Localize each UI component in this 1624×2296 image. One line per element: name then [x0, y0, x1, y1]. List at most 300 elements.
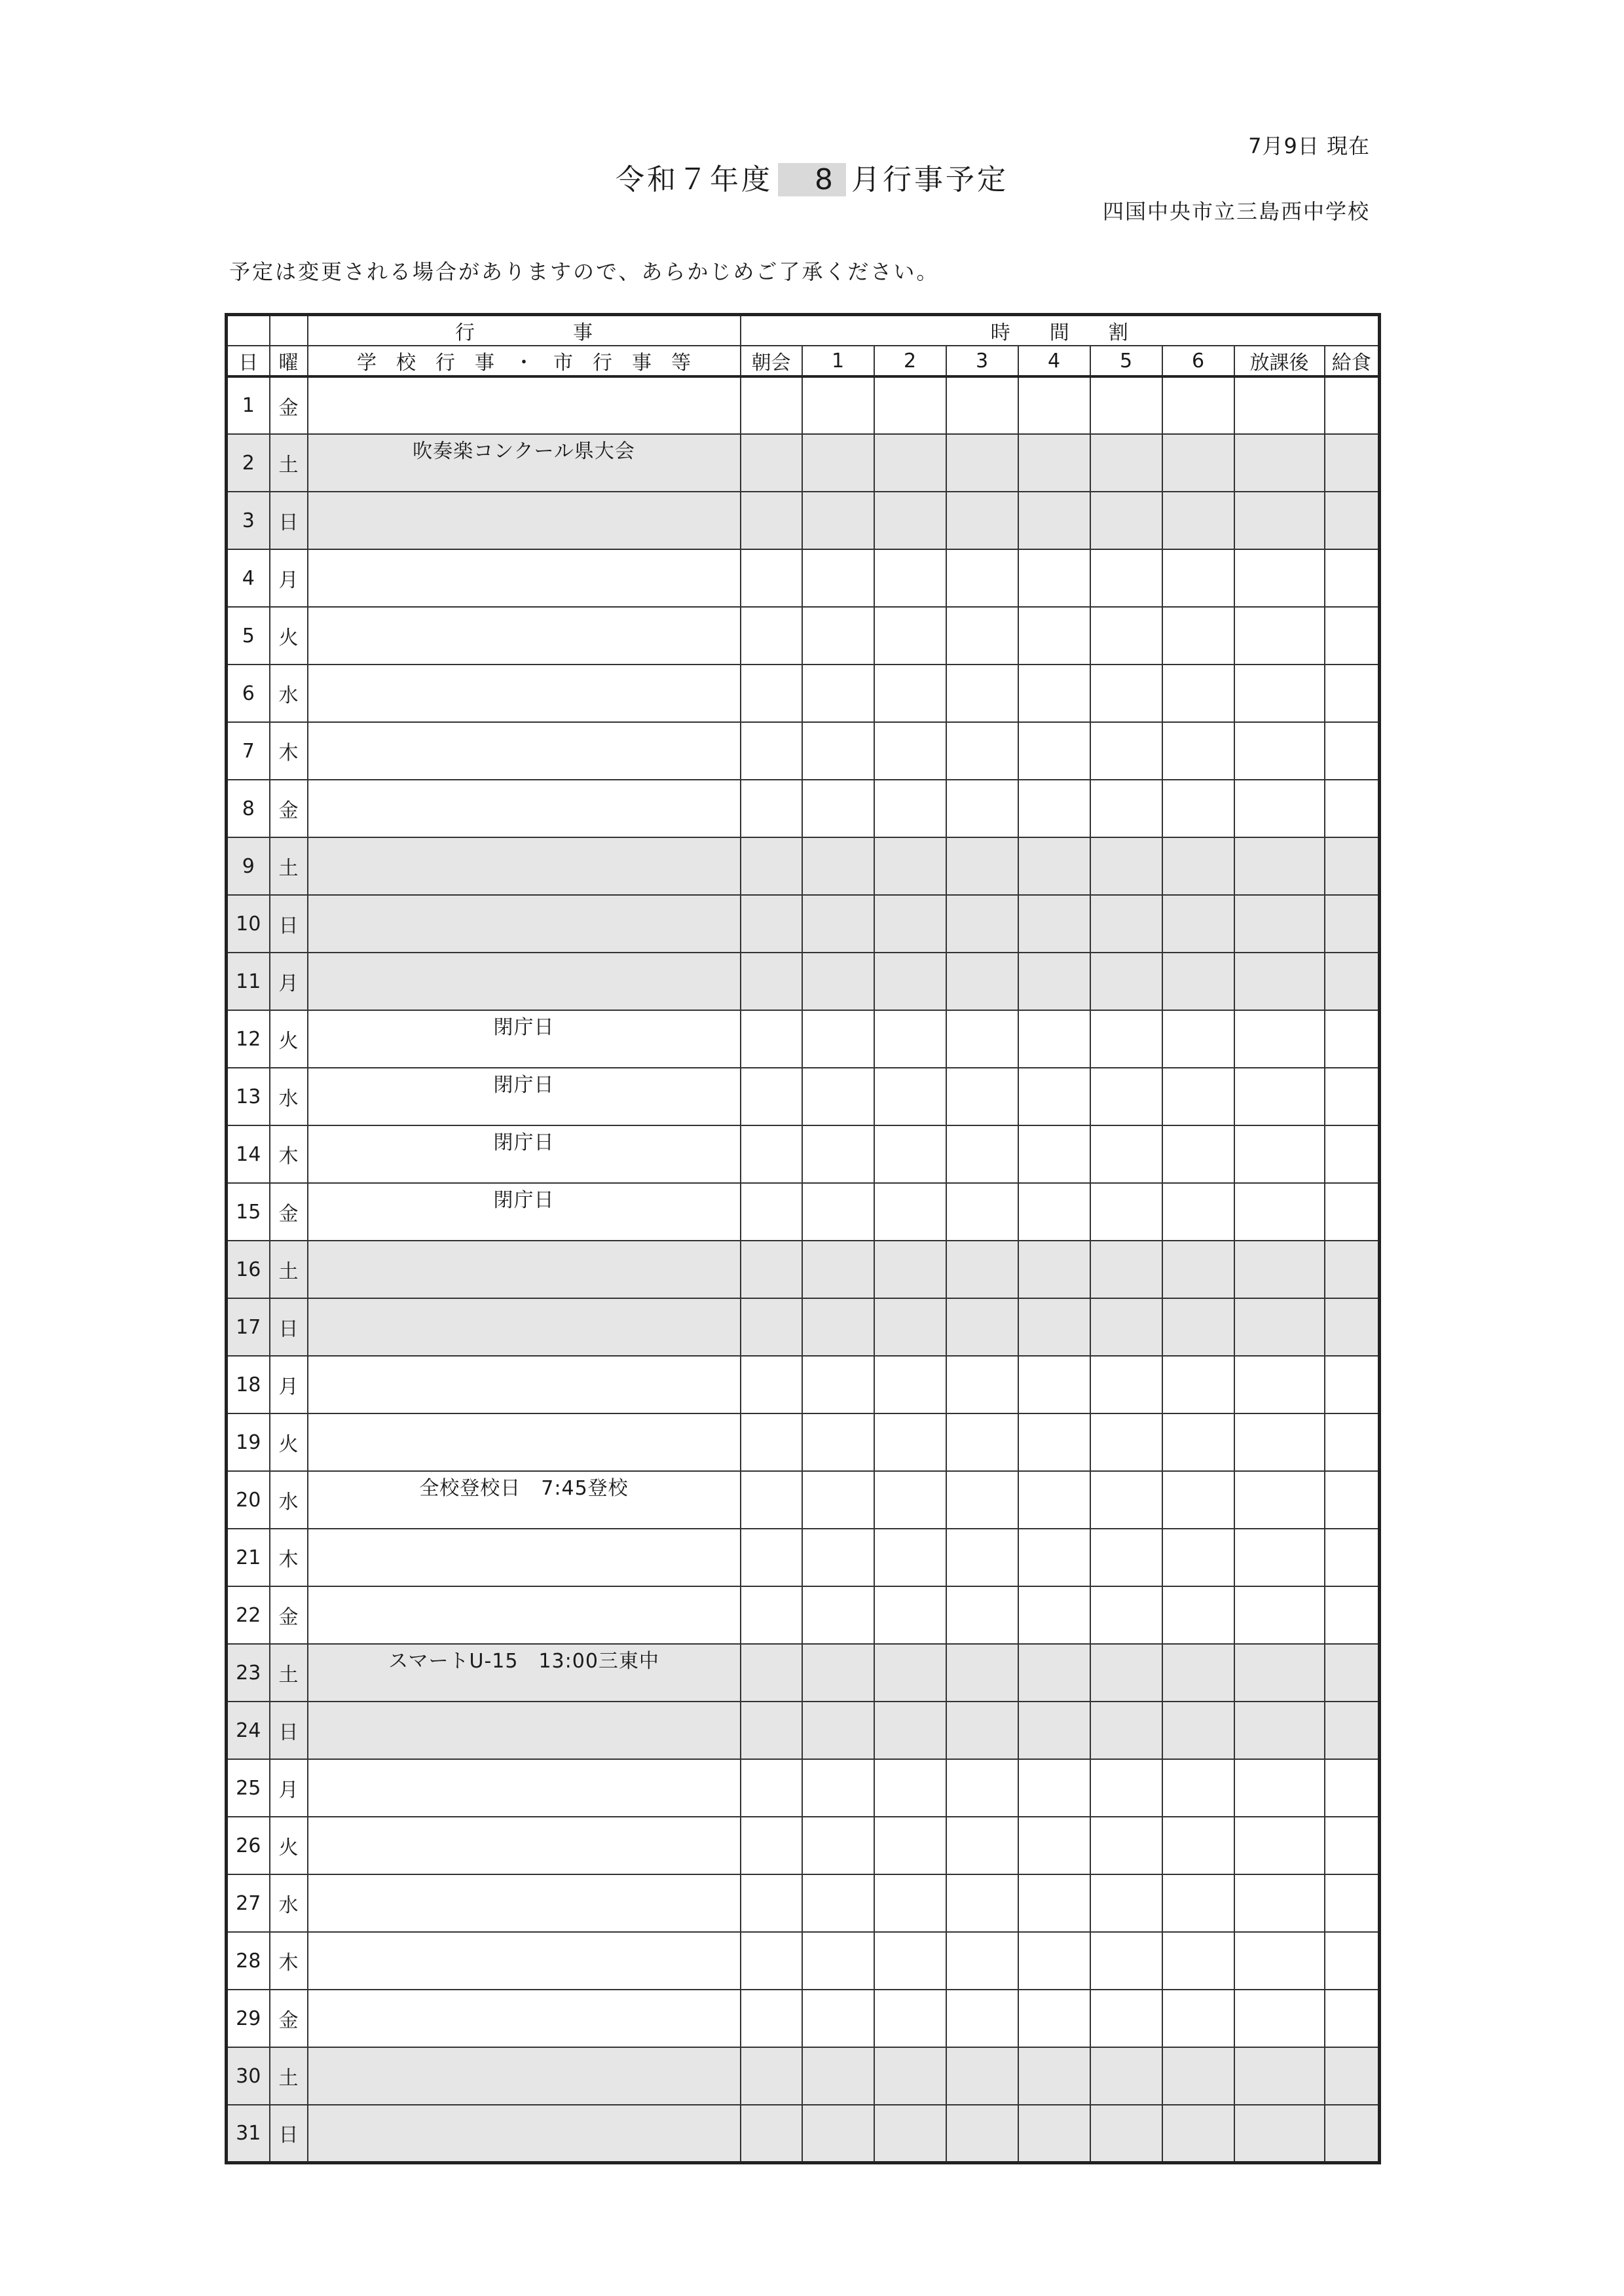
- timetable-cell: [802, 1874, 874, 1932]
- timetable-cell: [1018, 434, 1090, 492]
- timetable-cell: [802, 1817, 874, 1874]
- day-cell: 15: [227, 1183, 270, 1241]
- timetable-cell: [1090, 1010, 1162, 1068]
- timetable-cell: [802, 1644, 874, 1702]
- dow-cell: 金: [270, 1183, 308, 1241]
- timetable-cell: [946, 1644, 1018, 1702]
- timetable-cell: [1325, 1702, 1380, 1759]
- timetable-cell: [1018, 1586, 1090, 1644]
- timetable-cell: [1234, 895, 1325, 953]
- timetable-cell: [1018, 607, 1090, 665]
- event-cell: [308, 1241, 741, 1298]
- timetable-cell: [741, 434, 802, 492]
- schedule-table: [225, 313, 1381, 2164]
- timetable-cell: [874, 2047, 946, 2105]
- table-row: [227, 492, 1380, 549]
- timetable-cell: [1090, 2047, 1162, 2105]
- timetable-cell: [1162, 1874, 1234, 1932]
- timetable-cell: [1325, 837, 1380, 895]
- timetable-cell: [1162, 492, 1234, 549]
- dow-cell: 日: [270, 1702, 308, 1759]
- day-cell: 28: [227, 1932, 270, 1990]
- timetable-cell: [802, 837, 874, 895]
- timetable-cell: [1325, 1990, 1380, 2047]
- day-cell: 13: [227, 1068, 270, 1125]
- timetable-cell: [1234, 780, 1325, 837]
- dow-cell: 金: [270, 780, 308, 837]
- day-cell: 8: [227, 780, 270, 837]
- timetable-cell: [1162, 1356, 1234, 1413]
- day-cell: 21: [227, 1529, 270, 1586]
- timetable-cell: [1325, 1529, 1380, 1586]
- timetable-cell: [1090, 1702, 1162, 1759]
- day-cell: 10: [227, 895, 270, 953]
- table-row: [227, 1241, 1380, 1298]
- day-cell: 29: [227, 1990, 270, 2047]
- group-header-timetable: 時 間 割: [741, 315, 1380, 346]
- timetable-cell: [1162, 1068, 1234, 1125]
- timetable-cell: [802, 1702, 874, 1759]
- timetable-cell: [802, 1010, 874, 1068]
- day-cell: 22: [227, 1586, 270, 1644]
- timetable-cell: [802, 1990, 874, 2047]
- timetable-cell: [1018, 1356, 1090, 1413]
- timetable-cell: [1325, 1356, 1380, 1413]
- timetable-cell: [874, 1529, 946, 1586]
- timetable-cell: [741, 953, 802, 1010]
- timetable-cell: [802, 2047, 874, 2105]
- timetable-cell: [874, 953, 946, 1010]
- event-cell: [308, 2047, 741, 2105]
- dow-cell: 土: [270, 434, 308, 492]
- timetable-cell: [1234, 1759, 1325, 1817]
- timetable-cell: [1018, 953, 1090, 1010]
- table-row: [227, 1183, 1380, 1241]
- timetable-cell: [874, 1125, 946, 1183]
- table-row: [227, 953, 1380, 1010]
- timetable-cell: [741, 1298, 802, 1356]
- timetable-cell: [1162, 1241, 1234, 1298]
- timetable-cell: [1325, 895, 1380, 953]
- timetable-cell: [1090, 895, 1162, 953]
- table-row: [227, 607, 1380, 665]
- table-row: [227, 1068, 1380, 1125]
- timetable-cell: [946, 376, 1018, 434]
- timetable-cell: [1090, 1356, 1162, 1413]
- timetable-cell: [1090, 1990, 1162, 2047]
- timetable-cell: [1018, 780, 1090, 837]
- dow-cell: 水: [270, 1471, 308, 1529]
- day-cell: 1: [227, 376, 270, 434]
- timetable-cell: [874, 376, 946, 434]
- event-cell: [308, 722, 741, 780]
- timetable-cell: [946, 722, 1018, 780]
- table-row: [227, 1356, 1380, 1413]
- timetable-cell: [946, 953, 1018, 1010]
- day-cell: 16: [227, 1241, 270, 1298]
- table-row: [227, 722, 1380, 780]
- timetable-cell: [1325, 1874, 1380, 1932]
- timetable-cell: [1090, 1068, 1162, 1125]
- timetable-cell: [802, 1932, 874, 1990]
- event-cell: [308, 837, 741, 895]
- timetable-cell: [1234, 1183, 1325, 1241]
- timetable-cell: [802, 1529, 874, 1586]
- page-title: [0, 156, 1624, 198]
- timetable-cell: [874, 722, 946, 780]
- timetable-cell: [802, 1298, 874, 1356]
- timetable-cell: [946, 1125, 1018, 1183]
- event-cell: [308, 780, 741, 837]
- day-cell: 5: [227, 607, 270, 665]
- timetable-cell: [1162, 953, 1234, 1010]
- timetable-cell: [1018, 1413, 1090, 1471]
- col-header-p5: 5: [1090, 346, 1162, 376]
- col-header-p2: 2: [874, 346, 946, 376]
- timetable-cell: [1090, 780, 1162, 837]
- timetable-cell: [1090, 1529, 1162, 1586]
- timetable-cell: [874, 1990, 946, 2047]
- table-row: [227, 895, 1380, 953]
- dow-cell: 月: [270, 1356, 308, 1413]
- title-month: 8: [778, 163, 846, 196]
- dow-cell: 火: [270, 1413, 308, 1471]
- timetable-cell: [802, 953, 874, 1010]
- timetable-cell: [874, 549, 946, 607]
- timetable-cell: [741, 492, 802, 549]
- timetable-cell: [1018, 1125, 1090, 1183]
- dow-cell: 木: [270, 1529, 308, 1586]
- timetable-cell: [1018, 1759, 1090, 1817]
- timetable-cell: [1234, 2047, 1325, 2105]
- table-row: [227, 1413, 1380, 1471]
- event-cell: [308, 492, 741, 549]
- table-row: [227, 1759, 1380, 1817]
- dow-cell: 金: [270, 376, 308, 434]
- event-cell: 閉庁日: [308, 1010, 741, 1068]
- table-row: [227, 549, 1380, 607]
- timetable-cell: [946, 1874, 1018, 1932]
- timetable-cell: [1162, 607, 1234, 665]
- timetable-cell: [946, 2047, 1018, 2105]
- col-header-p6: 6: [1162, 346, 1234, 376]
- dow-cell: 水: [270, 1874, 308, 1932]
- timetable-cell: [1234, 607, 1325, 665]
- timetable-cell: [1325, 1586, 1380, 1644]
- table-row: [227, 837, 1380, 895]
- timetable-cell: [1018, 1874, 1090, 1932]
- timetable-cell: [741, 1817, 802, 1874]
- table-row: [227, 2105, 1380, 2162]
- timetable-cell: [1162, 837, 1234, 895]
- timetable-cell: [946, 1298, 1018, 1356]
- timetable-cell: [1090, 1644, 1162, 1702]
- timetable-cell: [1018, 376, 1090, 434]
- timetable-cell: [1234, 953, 1325, 1010]
- event-cell: [308, 953, 741, 1010]
- timetable-cell: [1234, 1471, 1325, 1529]
- timetable-cell: [1162, 895, 1234, 953]
- dow-cell: 木: [270, 1125, 308, 1183]
- timetable-cell: [1162, 1413, 1234, 1471]
- timetable-cell: [874, 837, 946, 895]
- timetable-cell: [946, 1068, 1018, 1125]
- event-cell: [308, 376, 741, 434]
- table-row: [227, 1990, 1380, 2047]
- day-cell: 30: [227, 2047, 270, 2105]
- col-header-p1: 1: [802, 346, 874, 376]
- timetable-cell: [1018, 837, 1090, 895]
- timetable-cell: [1325, 1068, 1380, 1125]
- timetable-cell: [1018, 1817, 1090, 1874]
- timetable-cell: [1090, 607, 1162, 665]
- event-cell: [308, 1702, 741, 1759]
- timetable-cell: [741, 1759, 802, 1817]
- timetable-cell: [802, 434, 874, 492]
- timetable-cell: [1090, 837, 1162, 895]
- timetable-cell: [802, 722, 874, 780]
- timetable-cell: [1018, 895, 1090, 953]
- timetable-cell: [741, 665, 802, 722]
- timetable-cell: [1325, 607, 1380, 665]
- event-cell: [308, 1874, 741, 1932]
- timetable-cell: [874, 434, 946, 492]
- day-cell: 25: [227, 1759, 270, 1817]
- timetable-cell: [874, 1413, 946, 1471]
- timetable-cell: [874, 1586, 946, 1644]
- timetable-cell: [1234, 1298, 1325, 1356]
- timetable-cell: [1090, 1183, 1162, 1241]
- timetable-cell: [1325, 1183, 1380, 1241]
- timetable-cell: [802, 376, 874, 434]
- timetable-cell: [1325, 376, 1380, 434]
- timetable-cell: [946, 1990, 1018, 2047]
- timetable-cell: [1162, 549, 1234, 607]
- timetable-cell: [1018, 1990, 1090, 2047]
- timetable-cell: [1090, 2105, 1162, 2162]
- timetable-cell: [946, 549, 1018, 607]
- timetable-cell: [1234, 434, 1325, 492]
- timetable-cell: [802, 492, 874, 549]
- timetable-cell: [1162, 1759, 1234, 1817]
- timetable-cell: [1162, 1010, 1234, 1068]
- timetable-cell: [946, 1241, 1018, 1298]
- day-cell: 3: [227, 492, 270, 549]
- timetable-cell: [1162, 1702, 1234, 1759]
- event-cell: [308, 1990, 741, 2047]
- day-cell: 26: [227, 1817, 270, 1874]
- dow-cell: 日: [270, 492, 308, 549]
- timetable-cell: [802, 1125, 874, 1183]
- dow-cell: 土: [270, 2047, 308, 2105]
- timetable-cell: [946, 607, 1018, 665]
- timetable-cell: [874, 1702, 946, 1759]
- event-cell: 全校登校日 7:45登校: [308, 1471, 741, 1529]
- timetable-cell: [1090, 1241, 1162, 1298]
- timetable-cell: [741, 1586, 802, 1644]
- timetable-cell: [1325, 1817, 1380, 1874]
- table-row: [227, 1010, 1380, 1068]
- timetable-cell: [874, 1356, 946, 1413]
- dow-cell: 日: [270, 1298, 308, 1356]
- timetable-cell: [1090, 434, 1162, 492]
- timetable-cell: [1325, 434, 1380, 492]
- timetable-cell: [1162, 1298, 1234, 1356]
- event-cell: [308, 1356, 741, 1413]
- timetable-cell: [1234, 1817, 1325, 1874]
- timetable-cell: [1325, 1932, 1380, 1990]
- event-cell: [308, 1817, 741, 1874]
- day-cell: 27: [227, 1874, 270, 1932]
- timetable-cell: [741, 549, 802, 607]
- timetable-cell: [1234, 1586, 1325, 1644]
- table-row: [227, 434, 1380, 492]
- timetable-cell: [874, 1471, 946, 1529]
- timetable-cell: [1234, 1356, 1325, 1413]
- dow-cell: 月: [270, 953, 308, 1010]
- event-cell: スマートU-15 13:00三東中: [308, 1644, 741, 1702]
- timetable-cell: [1162, 2105, 1234, 2162]
- timetable-cell: [741, 2105, 802, 2162]
- table-row: [227, 1817, 1380, 1874]
- timetable-cell: [1162, 1932, 1234, 1990]
- timetable-cell: [1018, 1529, 1090, 1586]
- timetable-cell: [1162, 780, 1234, 837]
- timetable-cell: [802, 1068, 874, 1125]
- dow-cell: 水: [270, 665, 308, 722]
- timetable-cell: [1325, 2047, 1380, 2105]
- timetable-cell: [1090, 1471, 1162, 1529]
- event-cell: 閉庁日: [308, 1183, 741, 1241]
- timetable-cell: [1234, 722, 1325, 780]
- day-cell: 9: [227, 837, 270, 895]
- timetable-cell: [802, 1471, 874, 1529]
- timetable-cell: [1162, 1817, 1234, 1874]
- timetable-cell: [741, 1125, 802, 1183]
- table-row: [227, 1125, 1380, 1183]
- dow-cell: 火: [270, 607, 308, 665]
- timetable-cell: [1325, 492, 1380, 549]
- timetable-cell: [1234, 2105, 1325, 2162]
- timetable-cell: [874, 607, 946, 665]
- event-cell: 吹奏楽コンクール県大会: [308, 434, 741, 492]
- table-row: [227, 1702, 1380, 1759]
- timetable-cell: [1162, 2047, 1234, 2105]
- event-cell: 閉庁日: [308, 1125, 741, 1183]
- timetable-cell: [802, 1586, 874, 1644]
- timetable-cell: [1234, 837, 1325, 895]
- dow-cell: 木: [270, 722, 308, 780]
- timetable-cell: [802, 665, 874, 722]
- timetable-cell: [741, 1471, 802, 1529]
- timetable-cell: [802, 1759, 874, 1817]
- timetable-cell: [1162, 434, 1234, 492]
- table-row: [227, 1874, 1380, 1932]
- day-cell: 7: [227, 722, 270, 780]
- day-cell: 20: [227, 1471, 270, 1529]
- timetable-cell: [946, 1586, 1018, 1644]
- timetable-cell: [741, 1874, 802, 1932]
- timetable-cell: [1090, 1759, 1162, 1817]
- timetable-cell: [1018, 1644, 1090, 1702]
- timetable-cell: [741, 1010, 802, 1068]
- timetable-cell: [802, 1356, 874, 1413]
- timetable-cell: [874, 492, 946, 549]
- dow-cell: 月: [270, 1759, 308, 1817]
- timetable-cell: [741, 1529, 802, 1586]
- timetable-cell: [946, 1817, 1018, 1874]
- timetable-cell: [741, 1932, 802, 1990]
- timetable-cell: [1234, 1241, 1325, 1298]
- timetable-cell: [741, 1702, 802, 1759]
- title-prefix: 令和７年度: [616, 163, 773, 196]
- timetable-cell: [802, 2105, 874, 2162]
- timetable-cell: [1325, 1644, 1380, 1702]
- day-cell: 2: [227, 434, 270, 492]
- dow-cell: 土: [270, 1644, 308, 1702]
- timetable-cell: [1090, 1817, 1162, 1874]
- timetable-cell: [802, 1241, 874, 1298]
- timetable-cell: [1234, 1932, 1325, 1990]
- table-row: [227, 780, 1380, 837]
- event-cell: [308, 1586, 741, 1644]
- timetable-cell: [741, 1356, 802, 1413]
- timetable-cell: [946, 1356, 1018, 1413]
- timetable-cell: [741, 1068, 802, 1125]
- timetable-cell: [874, 2105, 946, 2162]
- timetable-cell: [1234, 1702, 1325, 1759]
- col-header-lunch: 給食: [1325, 346, 1380, 376]
- timetable-cell: [946, 1529, 1018, 1586]
- timetable-cell: [1090, 1874, 1162, 1932]
- timetable-cell: [1234, 376, 1325, 434]
- timetable-cell: [1018, 2047, 1090, 2105]
- timetable-cell: [802, 1413, 874, 1471]
- timetable-cell: [1234, 1990, 1325, 2047]
- day-cell: 4: [227, 549, 270, 607]
- timetable-cell: [741, 1990, 802, 2047]
- event-cell: [308, 607, 741, 665]
- timetable-cell: [874, 895, 946, 953]
- timetable-cell: [874, 1932, 946, 1990]
- table-row: [227, 1298, 1380, 1356]
- timetable-cell: [946, 1702, 1018, 1759]
- event-cell: [308, 1932, 741, 1990]
- timetable-cell: [874, 1759, 946, 1817]
- timetable-cell: [741, 1413, 802, 1471]
- timetable-cell: [1018, 1702, 1090, 1759]
- timetable-cell: [1325, 1413, 1380, 1471]
- timetable-cell: [946, 434, 1018, 492]
- timetable-cell: [874, 1298, 946, 1356]
- table-row: [227, 1471, 1380, 1529]
- table-row: [227, 1586, 1380, 1644]
- timetable-cell: [802, 607, 874, 665]
- timetable-cell: [741, 722, 802, 780]
- timetable-cell: [1234, 1644, 1325, 1702]
- timetable-cell: [1325, 1010, 1380, 1068]
- day-cell: 6: [227, 665, 270, 722]
- timetable-cell: [741, 607, 802, 665]
- timetable-cell: [1018, 1010, 1090, 1068]
- timetable-cell: [1018, 665, 1090, 722]
- timetable-cell: [1325, 1241, 1380, 1298]
- col-header-day: 日: [227, 346, 270, 376]
- timetable-cell: [1234, 1068, 1325, 1125]
- timetable-cell: [1325, 1471, 1380, 1529]
- timetable-cell: [946, 1183, 1018, 1241]
- timetable-cell: [1090, 1932, 1162, 1990]
